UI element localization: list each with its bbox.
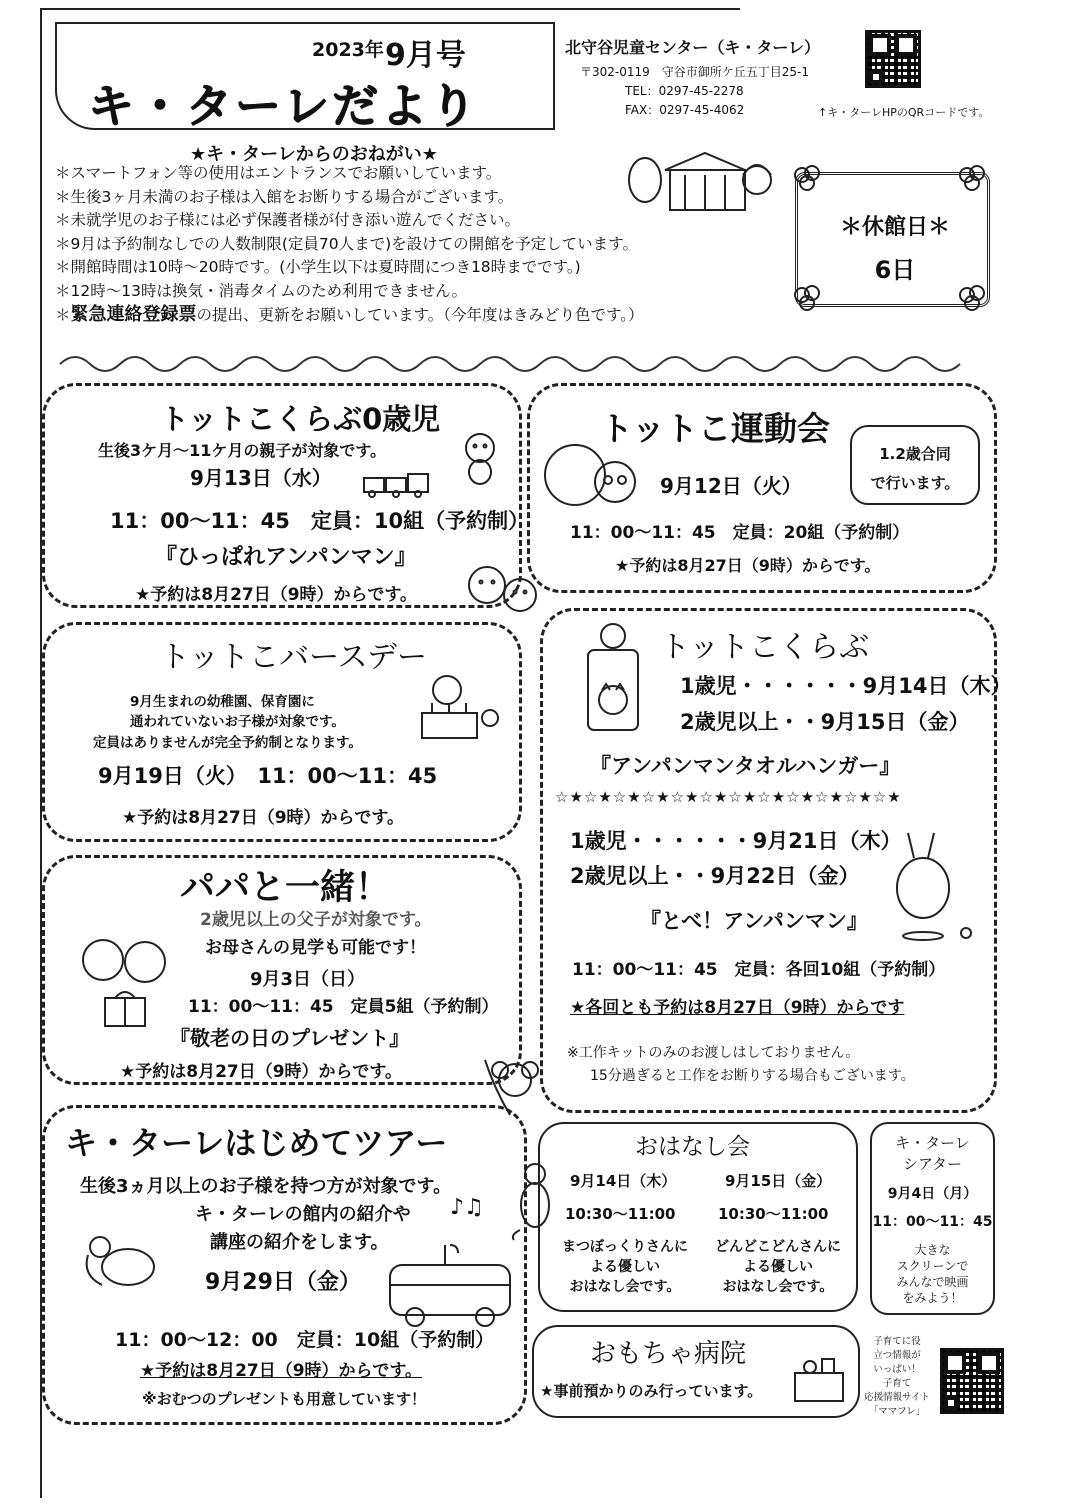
- cat-towel-hanger-icon: [578, 622, 648, 737]
- birthday-line1: 9月生まれの幼稚園、保育園に: [130, 694, 315, 710]
- story-date2: 9月15日（金）: [725, 1172, 832, 1190]
- birthday-line3: 定員はありませんが完全予約制となります。: [93, 735, 362, 751]
- theater-d1: 大きな: [914, 1243, 951, 1257]
- sports-title: トットこ運動会: [600, 409, 831, 448]
- birthday-datetime: 9月19日（火） 11：00～11：45: [98, 764, 438, 788]
- sports-bubble-line1: 1.2歳合同: [879, 445, 951, 463]
- page-left-rule-top: [40, 8, 740, 10]
- tottoko0-date: 9月13日（水）: [190, 466, 332, 490]
- closed-day-label: ＊休館日＊: [839, 215, 950, 240]
- papa-reserve: ★予約は8月27日（9時）からです。: [120, 1062, 403, 1082]
- story-time2: 10:30～11:00: [718, 1205, 829, 1223]
- club-time: 11：00～11：45 定員：各回10組（予約制）: [572, 960, 946, 980]
- info-l2: 立つ情報が: [873, 1350, 921, 1361]
- sports-time: 11：00～11：45 定員：20組（予約制）: [570, 523, 910, 543]
- panda-ball-icon: [540, 440, 650, 515]
- notice-heading: ★キ・ターレからのおねがい★: [190, 144, 438, 165]
- notice-item: ＊9月は予約制なしでの人数制限(定員70人まで)を設けての開館を予定しています。: [55, 234, 638, 253]
- tottoko0-time: 11：00～11：45 定員：10組（予約制）: [110, 509, 530, 533]
- papa-time: 11：00～11：45 定員5組（予約制）: [188, 997, 499, 1017]
- bird-icon: [80, 1225, 170, 1295]
- tottoko0-theme: 『ひっぱれアンパンマン』: [155, 545, 417, 570]
- notice-list: [55, 162, 644, 328]
- address: 〒302-0119 守谷市御所ケ丘五丁目25-1: [580, 65, 810, 79]
- clover-icon: [955, 165, 995, 195]
- bus-animals-icon: [385, 1245, 515, 1330]
- papa-date: 9月3日（日）: [250, 969, 366, 990]
- story-desc1b: よる優しい: [590, 1259, 660, 1275]
- tour-reserve: ★予約は8月27日（9時）からです。: [140, 1361, 423, 1381]
- clover-icon: [790, 285, 830, 315]
- toy-box-icon: [790, 1355, 850, 1405]
- info-l1: 子育てに役: [873, 1336, 921, 1347]
- tour-line3: 講座の紹介をします。: [210, 1232, 389, 1253]
- sports-date: 9月12日（火）: [660, 474, 802, 498]
- mamafure-qr-code-icon[interactable]: [940, 1348, 1004, 1414]
- issue-month: 9月号: [385, 38, 466, 73]
- club-row4: 2歳児以上・・9月22日（金）: [570, 864, 860, 888]
- story-desc2b: よる優しい: [743, 1259, 813, 1275]
- theater-d2: スクリーンで: [896, 1259, 969, 1273]
- qr-code-icon[interactable]: [865, 30, 921, 88]
- club-note1: ※工作キットのみのお渡しはしておりません。: [567, 1045, 860, 1061]
- story-desc1a: まつぼっくりさんに: [562, 1239, 688, 1255]
- notice-item: ＊12時～13時は換気・消毒タイムのため利用できません。: [55, 281, 468, 300]
- tottoko0-title: トットこくらぶ0歳児: [160, 402, 441, 436]
- sports-bubble-line2: で行います。: [870, 474, 960, 492]
- story-time1: 10:30～11:00: [565, 1205, 676, 1223]
- newsletter-title: キ・ターレだより: [88, 79, 480, 133]
- fax: FAX：0297-45-4062: [625, 103, 745, 117]
- toy-desc: ★事前預かりのみ行っています。: [540, 1382, 763, 1400]
- train-icon: [362, 468, 432, 498]
- notice-last-bold: 緊急連絡登録票: [70, 304, 197, 325]
- birthday-cake-icon: [392, 668, 512, 748]
- clover-icon: [790, 165, 830, 195]
- tour-line2: キ・ターレの館内の紹介や: [195, 1204, 411, 1225]
- story-desc2a: どんどこどんさんに: [715, 1239, 841, 1255]
- sports-bubble: [850, 425, 980, 505]
- theater-date: 9月4日（月）: [887, 1186, 978, 1202]
- building-illustration-icon: [625, 145, 775, 220]
- notice-last-rest: の提出、更新をお願いしています。（今年度はきみどり色です。）: [196, 306, 644, 324]
- papa-theme: 『敬老の日のプレゼント』: [170, 1026, 410, 1050]
- notice-item: ＊スマートフォン等の使用はエントランスでお願いしています。: [55, 164, 502, 182]
- sports-reserve: ★予約は8月27日（9時）からです。: [615, 556, 881, 575]
- club-row3: 1歳児・・・・・・9月21日（木）: [570, 829, 902, 853]
- info-l3: いっぱい！: [873, 1364, 921, 1375]
- story-desc2c: おはなし会です。: [722, 1279, 834, 1295]
- info-text: [862, 1335, 932, 1419]
- story-desc1c: おはなし会です。: [569, 1279, 681, 1295]
- notice-item: ＊未就学児のお子様には必ず保護者様が付き添い遊んでください。: [55, 211, 521, 229]
- theater-title2: シアター: [903, 1155, 962, 1173]
- club-row2: 2歳児以上・・9月15日（金）: [680, 710, 970, 734]
- clover-icon: [955, 285, 995, 315]
- ginkgo-leaf-border-icon: [60, 350, 960, 378]
- notice-item: [55, 303, 644, 328]
- theater-time: 11：00～11：45: [872, 1214, 993, 1230]
- rabbit-jumping-icon: [878, 828, 978, 943]
- music-notes-icon: ♪♫: [450, 1195, 484, 1220]
- club-theme1: 『アンパンマンタオルハンガー』: [590, 754, 901, 778]
- papa-line1: 2歳児以上の父子が対象です。: [200, 910, 432, 930]
- closed-day-value: 6日: [874, 256, 916, 284]
- tour-note: ※おむつのプレゼントも用意しています！: [142, 1390, 426, 1408]
- club-title: トットこくらぶ: [660, 630, 870, 665]
- theater-d3: みんなで映画: [896, 1275, 969, 1289]
- info-l6: 「ママフレ」: [868, 1406, 926, 1417]
- tour-title: キ・ターレはじめてツアー: [65, 1124, 448, 1162]
- birthday-title: トットこバースデー: [160, 640, 427, 675]
- club-stars-divider: ☆★☆★☆★☆★☆★☆★☆★☆★☆★☆★☆★☆★: [555, 788, 902, 806]
- club-reserve: ★各回とも予約は8月27日（9時）からです: [570, 998, 905, 1018]
- toy-title: おもちゃ病院: [590, 1339, 747, 1369]
- theater-title1: キ・ターレ: [895, 1134, 970, 1152]
- club-theme2: 『とべ！アンパンマン』: [640, 909, 868, 933]
- notice-item: ＊開館時間は10時～20時です。(小学生以下は夏時間につき18時までです。): [55, 258, 581, 276]
- dog-icon: [455, 430, 505, 485]
- issue-year: 2023年: [312, 39, 384, 61]
- info-l5: 応援情報サイト: [864, 1392, 930, 1403]
- papa-line2: お母さんの見学も可能です！: [205, 938, 426, 958]
- notice-last-prefix: ＊: [55, 306, 71, 324]
- tottoko0-target: 生後3ケ月～11ケ月の親子が対象です。: [98, 441, 387, 460]
- tour-line1: 生後3ヵ月以上のお子様を持つ方が対象です。: [80, 1176, 452, 1197]
- story-date1: 9月14日（木）: [570, 1172, 677, 1190]
- tour-time: 11：00～12：00 定員：10組（予約制）: [115, 1329, 495, 1351]
- info-l4: 子育て: [882, 1378, 912, 1389]
- theater-d4: をみよう！: [902, 1291, 963, 1305]
- papa-title: パパと一緒！: [180, 868, 391, 908]
- club-note2: 15分過ぎると工作をお断りする場合もございます。: [590, 1068, 915, 1084]
- grandparents-gift-icon: [75, 930, 175, 1030]
- qr-note: ↑キ・ターレHPのQRコードです。: [818, 106, 990, 119]
- story-title: おはなし会: [635, 1134, 750, 1160]
- center-name: 北守谷児童センター（キ・ターレ）: [565, 38, 821, 57]
- tour-date: 9月29日（金）: [205, 1270, 361, 1295]
- tottoko0-reserve: ★予約は8月27日（9時）からです。: [135, 585, 418, 605]
- notice-item: ＊生後3ヶ月未満のお子様は入館をお断りする場合がございます。: [55, 187, 514, 206]
- club-row1: 1歳児・・・・・・9月14日（木）: [680, 674, 1012, 698]
- birthday-line2: 通われていないお子様が対象です。: [130, 714, 345, 730]
- tel: TEL：0297-45-2278: [625, 84, 744, 98]
- birthday-reserve: ★予約は8月27日（9時）からです。: [122, 808, 405, 828]
